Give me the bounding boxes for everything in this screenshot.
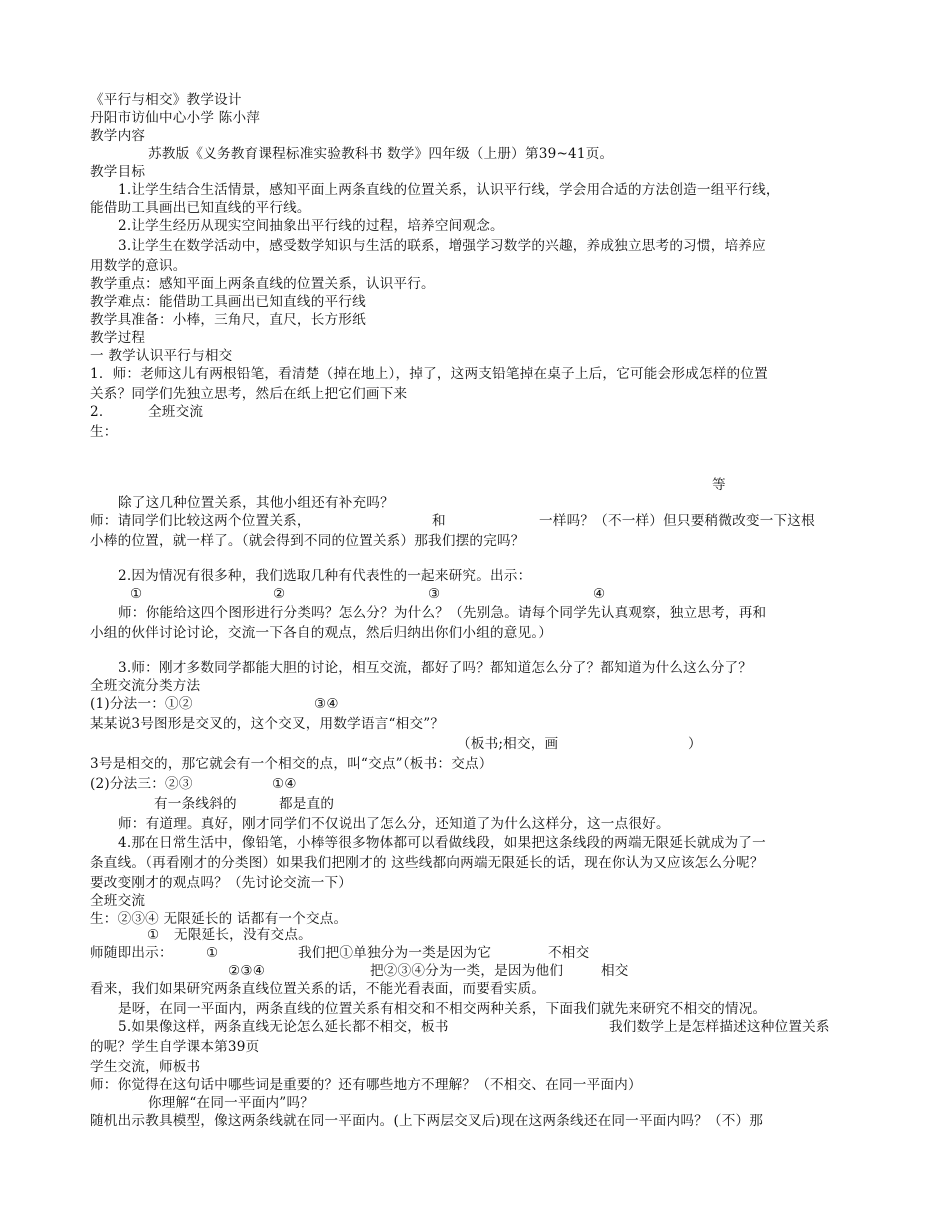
para-4-text-b: 一样吗？（不一样）但只要稍微改变一下这根 [539, 513, 815, 529]
goal-1b: 能借助工具画出已知直线的平行线。 [90, 200, 311, 216]
para-15: 生：②③④ 无限延长的 话都有一个交点。 [90, 911, 348, 927]
para-11: 3号是相交的，那它就会有一个相交的点，叫“交点”（板书：交点） [90, 756, 493, 772]
method-2-reason-a: 有一条线斜的 [154, 796, 237, 812]
method-1 [90, 695, 339, 713]
para-19: 看来，我们如果研究两条直线位置关系的话，不能光看表面，而要看实质。 [90, 981, 546, 997]
para-5: 2.因为情况有很多种，我们选取几种有代表性的一起来研究。出示： [118, 568, 532, 584]
para-9: 某某说3号图形是交叉的，这个交叉，用数学语言“相交”？ [90, 716, 445, 732]
para-18-c: 相交 [601, 963, 629, 979]
para-1a: 1．师：老师这儿有两根铅笔，看清楚（掉在地上），掉了，这两支铅笔掉在桌子上后，它可能会形成怎样的位置 [90, 366, 768, 382]
doc-title: 《平行与相交》教学设计 [90, 92, 242, 108]
para-4-and: 和 [432, 513, 446, 529]
para-17-b: ① [206, 945, 219, 961]
para-20: 是呀，在同一平面内，两条直线的位置关系有相交和不相交两种关系，下面我们就先来研究不相交的情况。 [118, 1001, 767, 1017]
heading-content: 教学内容 [90, 128, 146, 144]
goal-1a: 1.让学生结合生活情景，感知平面上两条直线的位置关系，认识平行线，学会用合适的方法创造一组平行线， [118, 182, 780, 198]
student-label: 生： [90, 424, 118, 440]
board-note-close: ） [688, 736, 702, 752]
para-17 [90, 944, 590, 962]
figure-label-1: ① [130, 586, 143, 602]
para-6a: 师：你能给这四个图形进行分类吗？怎么分？为什么？（先别急。请每个同学先认真观察，独立思考，再和 [118, 605, 767, 621]
method-1-b: ③④ [314, 696, 339, 712]
para-17-a: 师随即出示： [90, 945, 173, 961]
figure-label-3: ③ [428, 586, 441, 602]
focus-line: 教学重点：感知平面上两条直线的位置关系，认识平行。 [90, 276, 435, 292]
heading-process: 教学过程 [90, 330, 146, 346]
para-13c: 要改变刚才的观点吗？（先讨论交流一下） [90, 875, 353, 891]
para-1b: 关系？同学们先独立思考，然后在纸上把它们画下来 [90, 386, 408, 402]
para-2-text: 全班交流 [148, 404, 204, 420]
para-24: 师：你觉得在这句话中哪些词是重要的？还有哪些地方不理解？（不相交、在同一平面内） [90, 1077, 642, 1093]
para-17-d: 不相交 [548, 945, 590, 961]
para-23: 学生交流，师板书 [90, 1059, 201, 1075]
para-25: 你理解“在同一平面内”吗？ [148, 1095, 315, 1111]
method-2-b: ①④ [272, 776, 297, 792]
para-18-b: 把②③④分为一类，是因为他们 [370, 963, 564, 979]
figure-label-4: ④ [593, 586, 606, 602]
para-3: 除了这几种位置关系，其他小组还有补充吗？ [118, 495, 394, 511]
tools-line: 教学具准备：小棒，三角尺，直尺，长方形纸 [90, 312, 366, 328]
method-1-a: (1)分法一：①② [90, 696, 193, 712]
author-line: 丹阳市访仙中心小学 陈小萍 [90, 110, 261, 126]
method-2-a: (2)分法三：②③ [90, 776, 193, 792]
para-2-number: 2． [90, 404, 113, 420]
para-26: 随机出示教具模型，像这两条线就在同一平面内。(上下两层交叉后)现在这两条线还在同一平面内吗？（不）那 [90, 1113, 764, 1129]
method-2 [90, 775, 297, 793]
para-13a: 4.那在日常生活中，像铅笔，小棒等很多物体都可以看做线段，如果把这条线段的两端无限延长就成为了一 [118, 835, 766, 851]
heading-goal: 教学目标 [90, 164, 146, 180]
para-8: 全班交流分类方法 [90, 678, 201, 694]
content-line: 苏教版《义务教育课程标准实验教科书 数学》四年级（上册）第39~41页。 [148, 146, 614, 162]
part-1-heading: 一 教学认识平行与相交 [90, 348, 233, 364]
para-16-b: 无限延长，没有交点。 [174, 927, 312, 943]
para-4-text-a: 师：请同学们比较这两个位置关系， [90, 513, 311, 529]
para-22: 的呢？学生自学课本第39页 [90, 1039, 260, 1055]
para-21 [118, 1018, 830, 1036]
goal-3a: 3.让学生在数学活动中，感受数学知识与生活的联系，增强学习数学的兴趣，养成独立思考的习惯，培养应 [118, 238, 766, 254]
para-16-a: ① [147, 927, 160, 943]
para-21-b: 我们数学上是怎样描述这种位置关系 [609, 1019, 830, 1035]
para-7: 3.师：刚才多数同学都能大胆的讨论，相互交流，都好了吗？都知道怎么分了？都知道为什么这么分了？ [118, 660, 753, 676]
goal-3b: 用数学的意识。 [90, 258, 187, 274]
para-14: 全班交流 [90, 893, 146, 909]
etc-mark: 等 [712, 477, 726, 493]
figure-label-2: ② [273, 586, 286, 602]
para-13b: 条直线。（再看刚才的分类图）如果我们把刚才的 这些线都向两端无限延长的话，现在你认为又应该怎么分呢？ [90, 855, 764, 871]
para-21-a: 5.如果像这样，两条直线无论怎么延长都不相交，板书 [118, 1019, 449, 1035]
para-6b: 小组的伙伴讨论讨论，交流一下各自的观点，然后归纳出你们小组的意见。） [90, 625, 553, 641]
para-17-c: 我们把①单独分为一类是因为它 [298, 945, 492, 961]
difficulty-line: 教学难点：能借助工具画出已知直线的平行线 [90, 294, 366, 310]
goal-2: 2.让学生经历从现实空间抽象出平行线的过程，培养空间观念。 [118, 218, 504, 234]
method-2-reason-b: 都是直的 [279, 796, 335, 812]
para-4a [90, 512, 815, 530]
para-2 [90, 403, 204, 421]
para-4c: 小棒的位置，就一样了。（就会得到不同的位置关系）那我们摆的完吗？ [90, 533, 525, 549]
para-12: 师：有道理。真好，刚才同学们不仅说出了怎么分，还知道了为什么这样分，这一点很好。 [118, 816, 670, 832]
para-18-a: ②③④ [228, 963, 266, 979]
board-note-open: （板书;相交，画 [457, 736, 559, 752]
